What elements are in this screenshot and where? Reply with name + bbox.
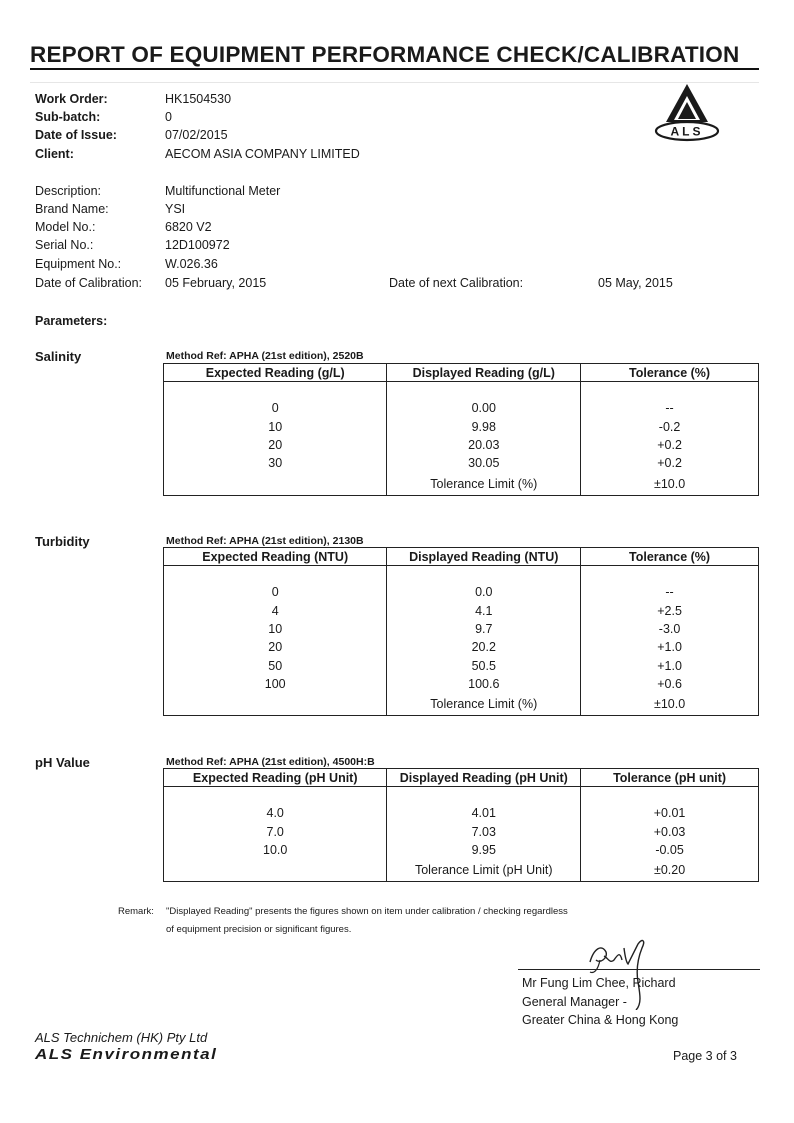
- tolerance-limit-row: [164, 693, 759, 716]
- turbidity-table: [163, 547, 759, 716]
- cell: 20.2: [387, 638, 581, 656]
- cell: 9.95: [387, 841, 581, 859]
- tolerance-limit-label: Tolerance Limit (%): [387, 693, 581, 716]
- cell: 20.03: [387, 436, 581, 454]
- work-order-label: Work Order:: [35, 92, 108, 106]
- calibration-date-label: Date of Calibration:: [35, 276, 143, 290]
- cell: -0.2: [581, 417, 759, 435]
- tolerance-limit-value: ±0.20: [581, 859, 759, 882]
- cell: 7.0: [164, 822, 387, 840]
- cell: 4.01: [387, 804, 581, 822]
- brand-value: YSI: [165, 202, 186, 216]
- turbidity-col-expected: Expected Reading (NTU): [164, 548, 387, 566]
- description-value: Multifunctional Meter: [165, 184, 281, 198]
- report-title: REPORT OF EQUIPMENT PERFORMANCE CHECK/CALIBRATION: [30, 42, 740, 67]
- tolerance-limit-value: ±10.0: [581, 693, 759, 716]
- client-label: Client:: [35, 147, 74, 161]
- description-label: Description:: [35, 184, 101, 198]
- signer-region: Greater China & Hong Kong: [522, 1013, 679, 1027]
- cell: 4.0: [164, 804, 387, 822]
- ph-heading: pH Value: [35, 755, 90, 770]
- model-value: 6820 V2: [165, 220, 212, 234]
- table-row: [164, 804, 759, 822]
- date-of-issue-label: Date of Issue:: [35, 128, 117, 142]
- cell: 100: [164, 675, 387, 693]
- cell: --: [581, 583, 759, 601]
- parameters-label: Parameters:: [35, 314, 108, 328]
- signer-title: General Manager -: [522, 995, 627, 1009]
- cell: 0: [164, 583, 387, 601]
- cell: 50.5: [387, 657, 581, 675]
- next-calibration-label: Date of next Calibration:: [389, 276, 524, 290]
- tolerance-limit-label: Tolerance Limit (%): [387, 473, 581, 496]
- table-row: [164, 638, 759, 656]
- table-row: [164, 417, 759, 435]
- salinity-col-displayed: Displayed Reading (g/L): [387, 364, 581, 382]
- cell: 0: [164, 399, 387, 417]
- cell: 9.98: [387, 417, 581, 435]
- cell: 7.03: [387, 822, 581, 840]
- serial-value: 12D100972: [165, 238, 230, 252]
- table-row: [164, 822, 759, 840]
- calibration-date-value: 05 February, 2015: [165, 276, 267, 290]
- cell: 50: [164, 657, 387, 675]
- title-underline: [30, 68, 759, 70]
- remark-label: Remark:: [118, 906, 154, 917]
- tolerance-limit-row: [164, 859, 759, 882]
- salinity-col-expected: Expected Reading (g/L): [164, 364, 387, 382]
- tolerance-limit-value: ±10.0: [581, 473, 759, 496]
- cell: 20: [164, 638, 387, 656]
- ph-method-ref: Method Ref: APHA (21st edition), 4500H:B: [166, 756, 375, 768]
- turbidity-col-displayed: Displayed Reading (NTU): [387, 548, 581, 566]
- table-row: [164, 583, 759, 601]
- page-number: Page 3 of 3: [673, 1049, 737, 1063]
- equipment-no-value: W.026.36: [165, 257, 218, 271]
- model-label: Model No.:: [35, 220, 96, 234]
- cell: +0.01: [581, 804, 759, 822]
- turbidity-heading: Turbidity: [35, 534, 90, 549]
- logo-text: ALS: [670, 124, 704, 139]
- table-row: [164, 657, 759, 675]
- cell: --: [581, 399, 759, 417]
- cell: -0.05: [581, 841, 759, 859]
- cell: 10.0: [164, 841, 387, 859]
- table-row: [164, 841, 759, 859]
- remark-line-1: "Displayed Reading" presents the figures shown on item under calibration / checking regardless: [166, 906, 568, 917]
- ph-col-tolerance: Tolerance (pH unit): [581, 769, 759, 787]
- salinity-col-tolerance: Tolerance (%): [581, 364, 759, 382]
- ph-table: [163, 768, 759, 882]
- salinity-method-ref: Method Ref: APHA (21st edition), 2520B: [166, 350, 364, 362]
- table-row: [164, 436, 759, 454]
- cell: +0.03: [581, 822, 759, 840]
- cell: 10: [164, 417, 387, 435]
- cell: 0.00: [387, 399, 581, 417]
- cell: +1.0: [581, 657, 759, 675]
- next-calibration-value: 05 May, 2015: [598, 276, 673, 290]
- cell: +2.5: [581, 601, 759, 619]
- cell: 10: [164, 620, 387, 638]
- company-brand: ALS Environmental: [35, 1046, 218, 1063]
- cell: 4.1: [387, 601, 581, 619]
- signature-line: [518, 969, 760, 970]
- table-row: [164, 601, 759, 619]
- salinity-table: [163, 363, 759, 496]
- table-row: [164, 454, 759, 472]
- cell: 9.7: [387, 620, 581, 638]
- date-of-issue-value: 07/02/2015: [165, 128, 228, 142]
- table-row: [164, 620, 759, 638]
- cell: 0.0: [387, 583, 581, 601]
- turbidity-col-tolerance: Tolerance (%): [581, 548, 759, 566]
- sub-batch-label: Sub-batch:: [35, 110, 101, 124]
- cell: -3.0: [581, 620, 759, 638]
- remark-line-2: of equipment precision or significant figures.: [166, 924, 352, 935]
- ph-col-expected: Expected Reading (pH Unit): [164, 769, 387, 787]
- salinity-heading: Salinity: [35, 349, 82, 364]
- table-row: [164, 399, 759, 417]
- als-logo: [652, 82, 722, 142]
- cell: 20: [164, 436, 387, 454]
- serial-label: Serial No.:: [35, 238, 94, 252]
- client-value: AECOM ASIA COMPANY LIMITED: [165, 147, 360, 161]
- cell: +0.2: [581, 454, 759, 472]
- equipment-no-label: Equipment No.:: [35, 257, 122, 271]
- tolerance-limit-label: Tolerance Limit (pH Unit): [387, 859, 581, 882]
- turbidity-method-ref: Method Ref: APHA (21st edition), 2130B: [166, 535, 364, 547]
- cell: 4: [164, 601, 387, 619]
- signer-name: Mr Fung Lim Chee, Richard: [522, 976, 676, 990]
- ph-col-displayed: Displayed Reading (pH Unit): [387, 769, 581, 787]
- cell: +1.0: [581, 638, 759, 656]
- table-row: [164, 675, 759, 693]
- cell: +0.2: [581, 436, 759, 454]
- company-name: ALS Technichem (HK) Pty Ltd: [35, 1030, 208, 1045]
- cell: 30.05: [387, 454, 581, 472]
- tolerance-limit-row: [164, 473, 759, 496]
- header-divider: [30, 82, 759, 83]
- cell: 100.6: [387, 675, 581, 693]
- cell: 30: [164, 454, 387, 472]
- sub-batch-value: 0: [165, 110, 172, 124]
- work-order-value: HK1504530: [165, 92, 232, 106]
- brand-label: Brand Name:: [35, 202, 109, 216]
- cell: +0.6: [581, 675, 759, 693]
